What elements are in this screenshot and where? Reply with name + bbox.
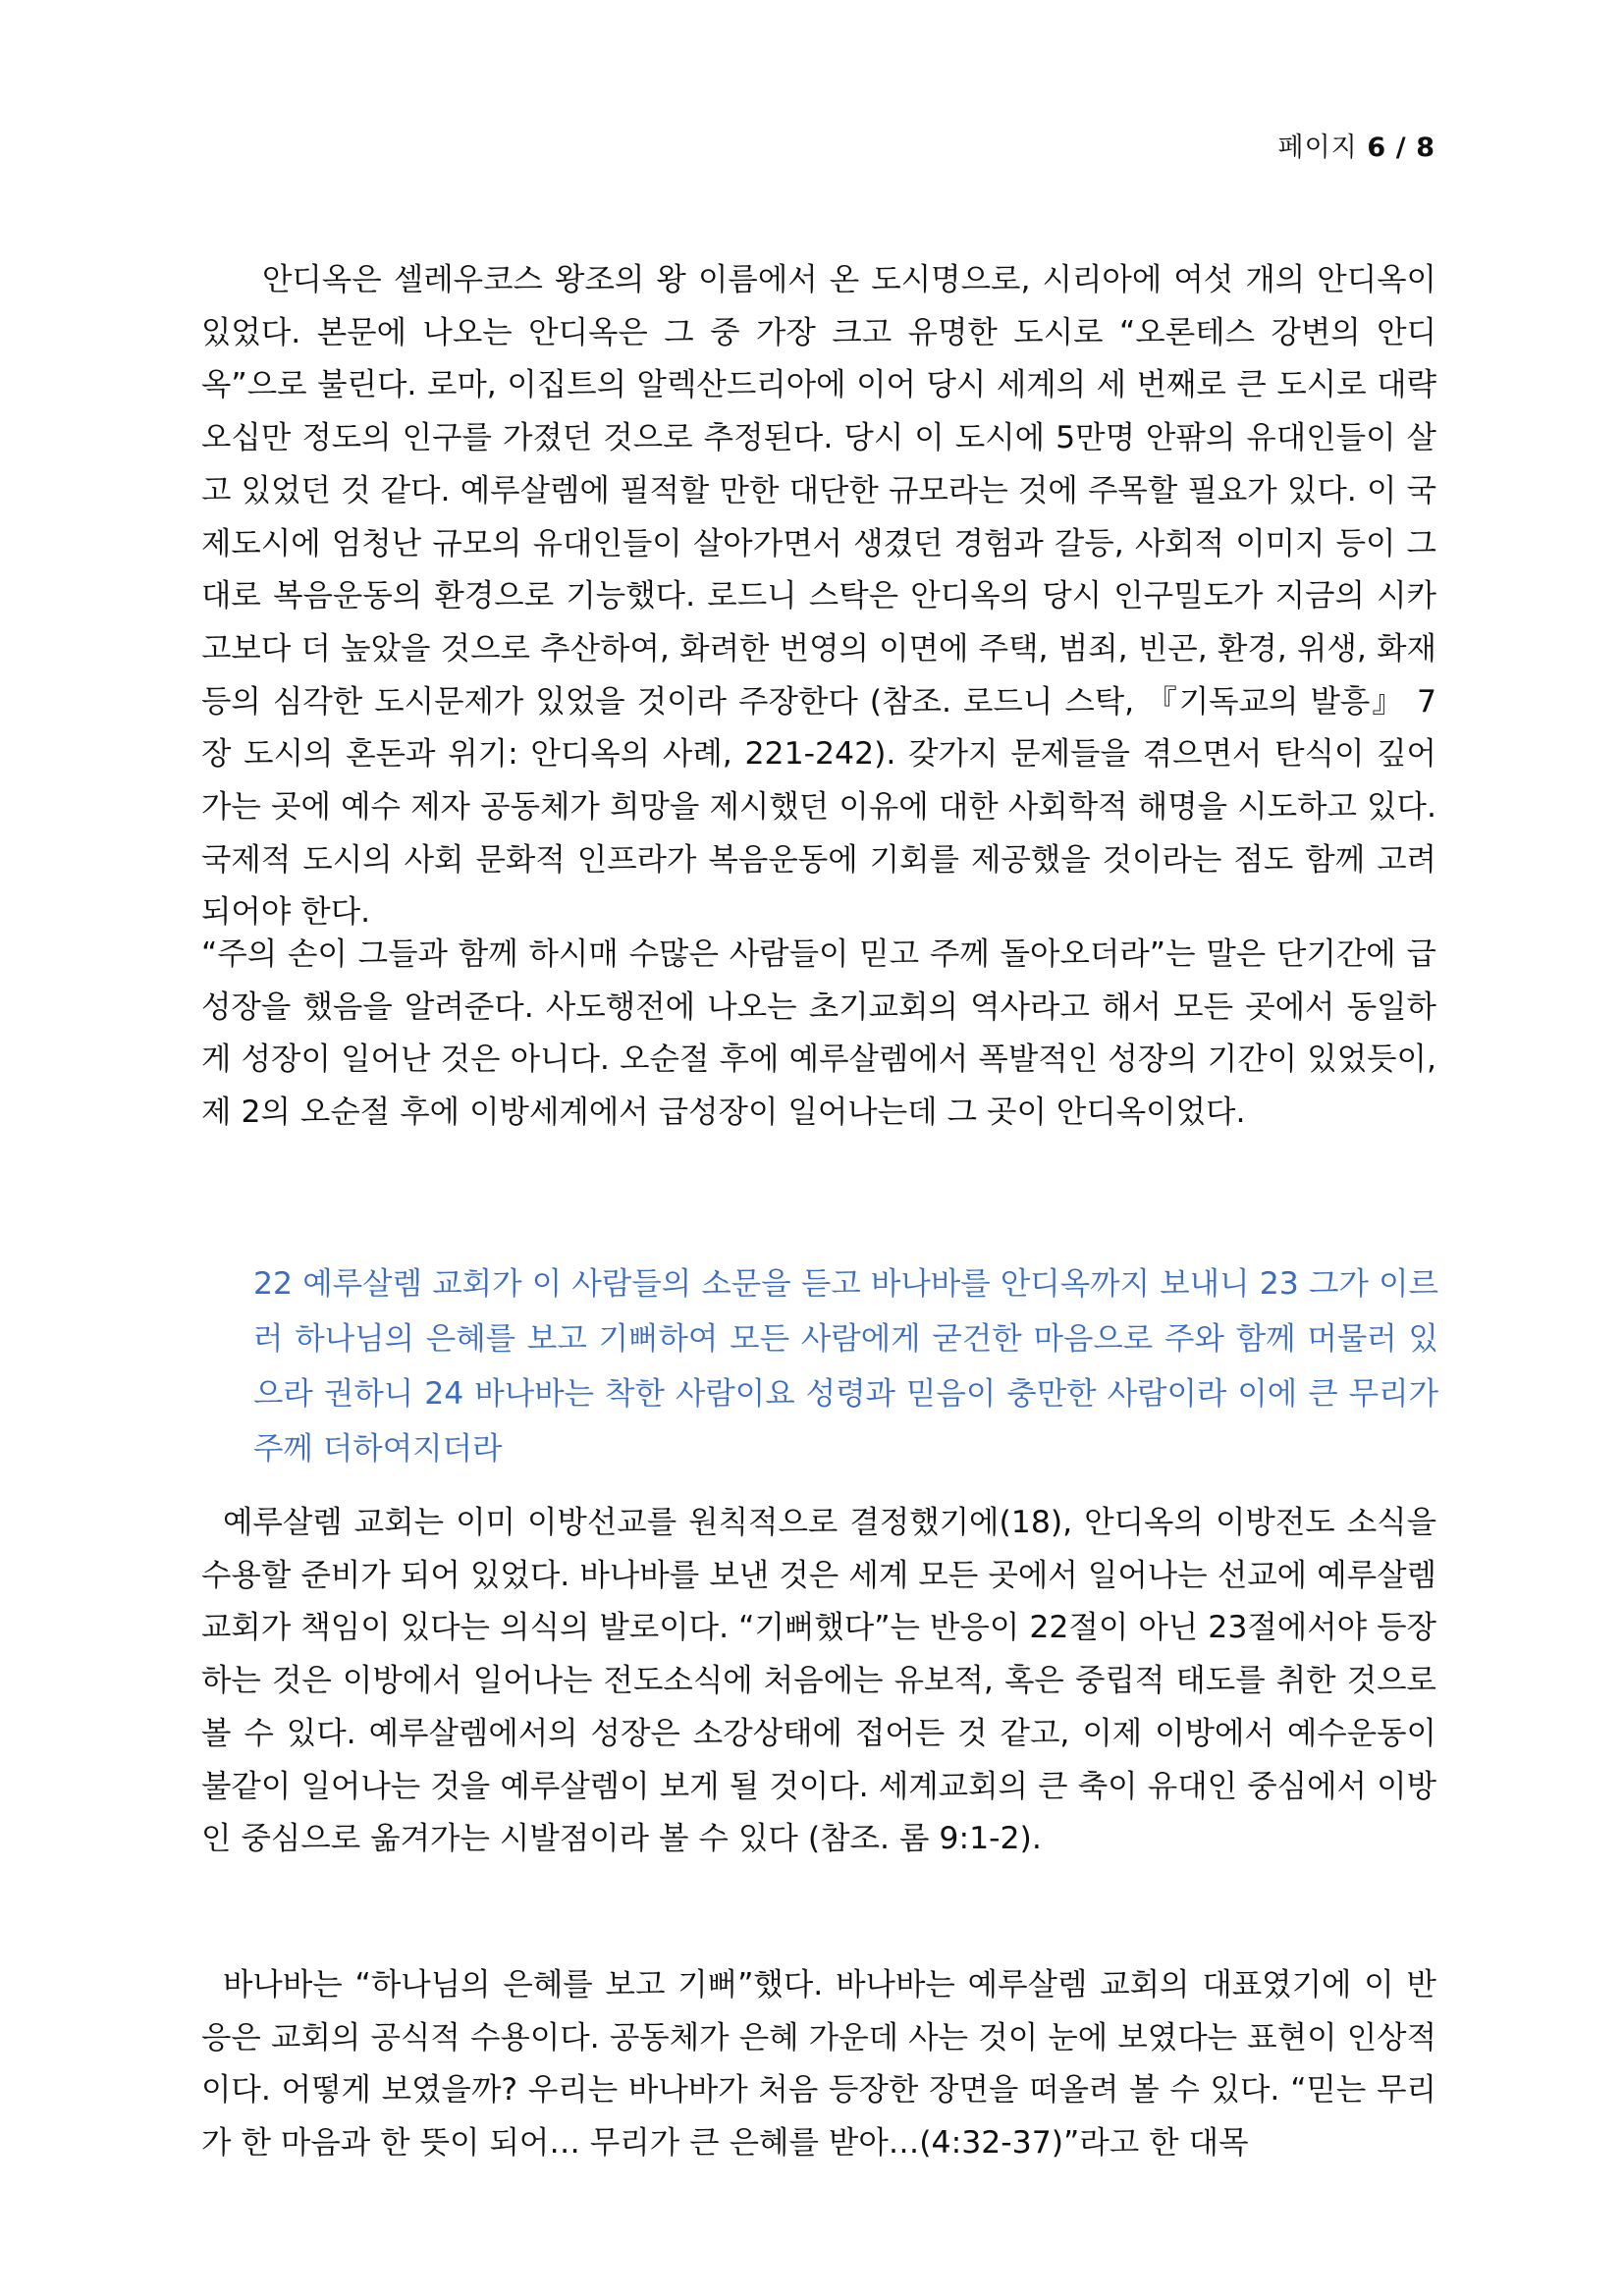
paragraph-antioch-city: 안디옥은 셀레우코스 왕조의 왕 이름에서 온 도시명으로, 시리아에 여섯 개의 안디옥이 있었다. 본문에 나오는 안디옥은 그 중 가장 크고 유명한 도시로 “오론테스 강변의 안디옥”으로 불린다. 로마, 이집트의 알렉산드리아에 이어 당시 세계의 세 번째로 큰 도시로 대략 오십만 정도의 인구를 가졌던 것으로 추정된다. 당시 이 도시에 5만명 안팎의 유대인들이 살고 있었던 것 같다. 예루살렘에 필적할 만한 대단한 규모라는 것에 주목할 필요가 있다. 이 국제도시에 엄청난 규모의 유대인들이 살아가면서 생겼던 경험과 갈등, 사회적 이미지 등이 그대로 복음운동의 환경으로 기능했다. 로드니 스탁은 안디옥의 당시 인구밀도가 지금의 시카고보다 더 높았을 것으로 추산하여, 화려한 번영의 이면에 주택, 범죄, 빈곤, 환경, 위생, 화재 등의 심각한 도시문제가 있었을 것이라 주장한다 (참조. 로드니 스탁, 『기독교의 발흥』 7장 도시의 혼돈과 위기: 안디옥의 사례, 221-242). 갖가지 문제들을 겪으면서 탄식이 깊어 가는 곳에 예수 제자 공동체가 희망을 제시했던 이유에 대한 사회학적 해명을 시도하고 있다. 국제적 도시의 사회 문화적 인프라가 복음운동에 기회를 제공했을 것이라는 점도 함께 고려되어야 한다. <box>201 262 1436 931</box>
scripture-quote: 22 예루살렘 교회가 이 사람들의 소문을 듣고 바나바를 안디옥까지 보내니 23 그가 이르러 하나님의 은혜를 보고 기뻐하여 모든 사람에게 굳건한 마음으로 주와 함께 머물러 있으라 권하니 24 바나바는 착한 사람이요 성령과 믿음이 충만한 사람이라 이에 큰 무리가 주께 더하여지더라 <box>253 1266 1438 1467</box>
page-separator: / <box>1395 133 1407 163</box>
current-page: 6 <box>1367 133 1387 163</box>
paragraph-rapid-growth: “주의 손이 그들과 함께 하시매 수많은 사람들이 믿고 주께 돌아오더라”는 말은 단기간에 급성장을 했음을 알려준다. 사도행전에 나오는 초기교회의 역사라고 해서 모든 곳에서 동일하게 성장이 일어난 것은 아니다. 오순절 후에 예루살렘에서 폭발적인 성장의 기간이 있었듯이, 제 2의 오순절 후에 이방세계에서 급성장이 일어나는데 그 곳이 안디옥이었다. <box>201 936 1436 1131</box>
page-label: 페이지 <box>1277 133 1358 163</box>
page-number <box>1278 126 1436 164</box>
total-pages: 8 <box>1416 133 1435 163</box>
paragraph-jerusalem-church: 예루살렘 교회는 이미 이방선교를 원칙적으로 결정했기에(18), 안디옥의 이방전도 소식을 수용할 준비가 되어 있었다. 바나바를 보낸 것은 세계 모든 곳에서 일어나는 선교에 예루살렘교회가 책임이 있다는 의식의 발로이다. “기뻐했다”는 반응이 22절이 아닌 23절에서야 등장하는 것은 이방에서 일어나는 전도소식에 처음에는 유보적, 혹은 중립적 태도를 취한 것으로 볼 수 있다. 예루살렘에서의 성장은 소강상태에 접어든 것 같고, 이제 이방에서 예수운동이 불같이 일어나는 것을 예루살렘이 보게 될 것이다. 세계교회의 큰 축이 유대인 중심에서 이방인 중심으로 옮겨가는 시발점이라 볼 수 있다 (참조. 롬 9:1-2). <box>201 1505 1436 1857</box>
paragraph-barnabas: 바나바는 “하나님의 은혜를 보고 기뻐”했다. 바나바는 예루살렘 교회의 대표였기에 이 반응은 교회의 공식적 수용이다. 공동체가 은혜 가운데 사는 것이 눈에 보였다는 표현이 인상적이다. 어떻게 보였을까? 우리는 바나바가 처음 등장한 장면을 떠올려 볼 수 있다. “믿는 무리가 한 마음과 한 뜻이 되어… 무리가 큰 은혜를 받아…(4:32-37)”라고 한 대목 <box>201 1967 1436 2162</box>
